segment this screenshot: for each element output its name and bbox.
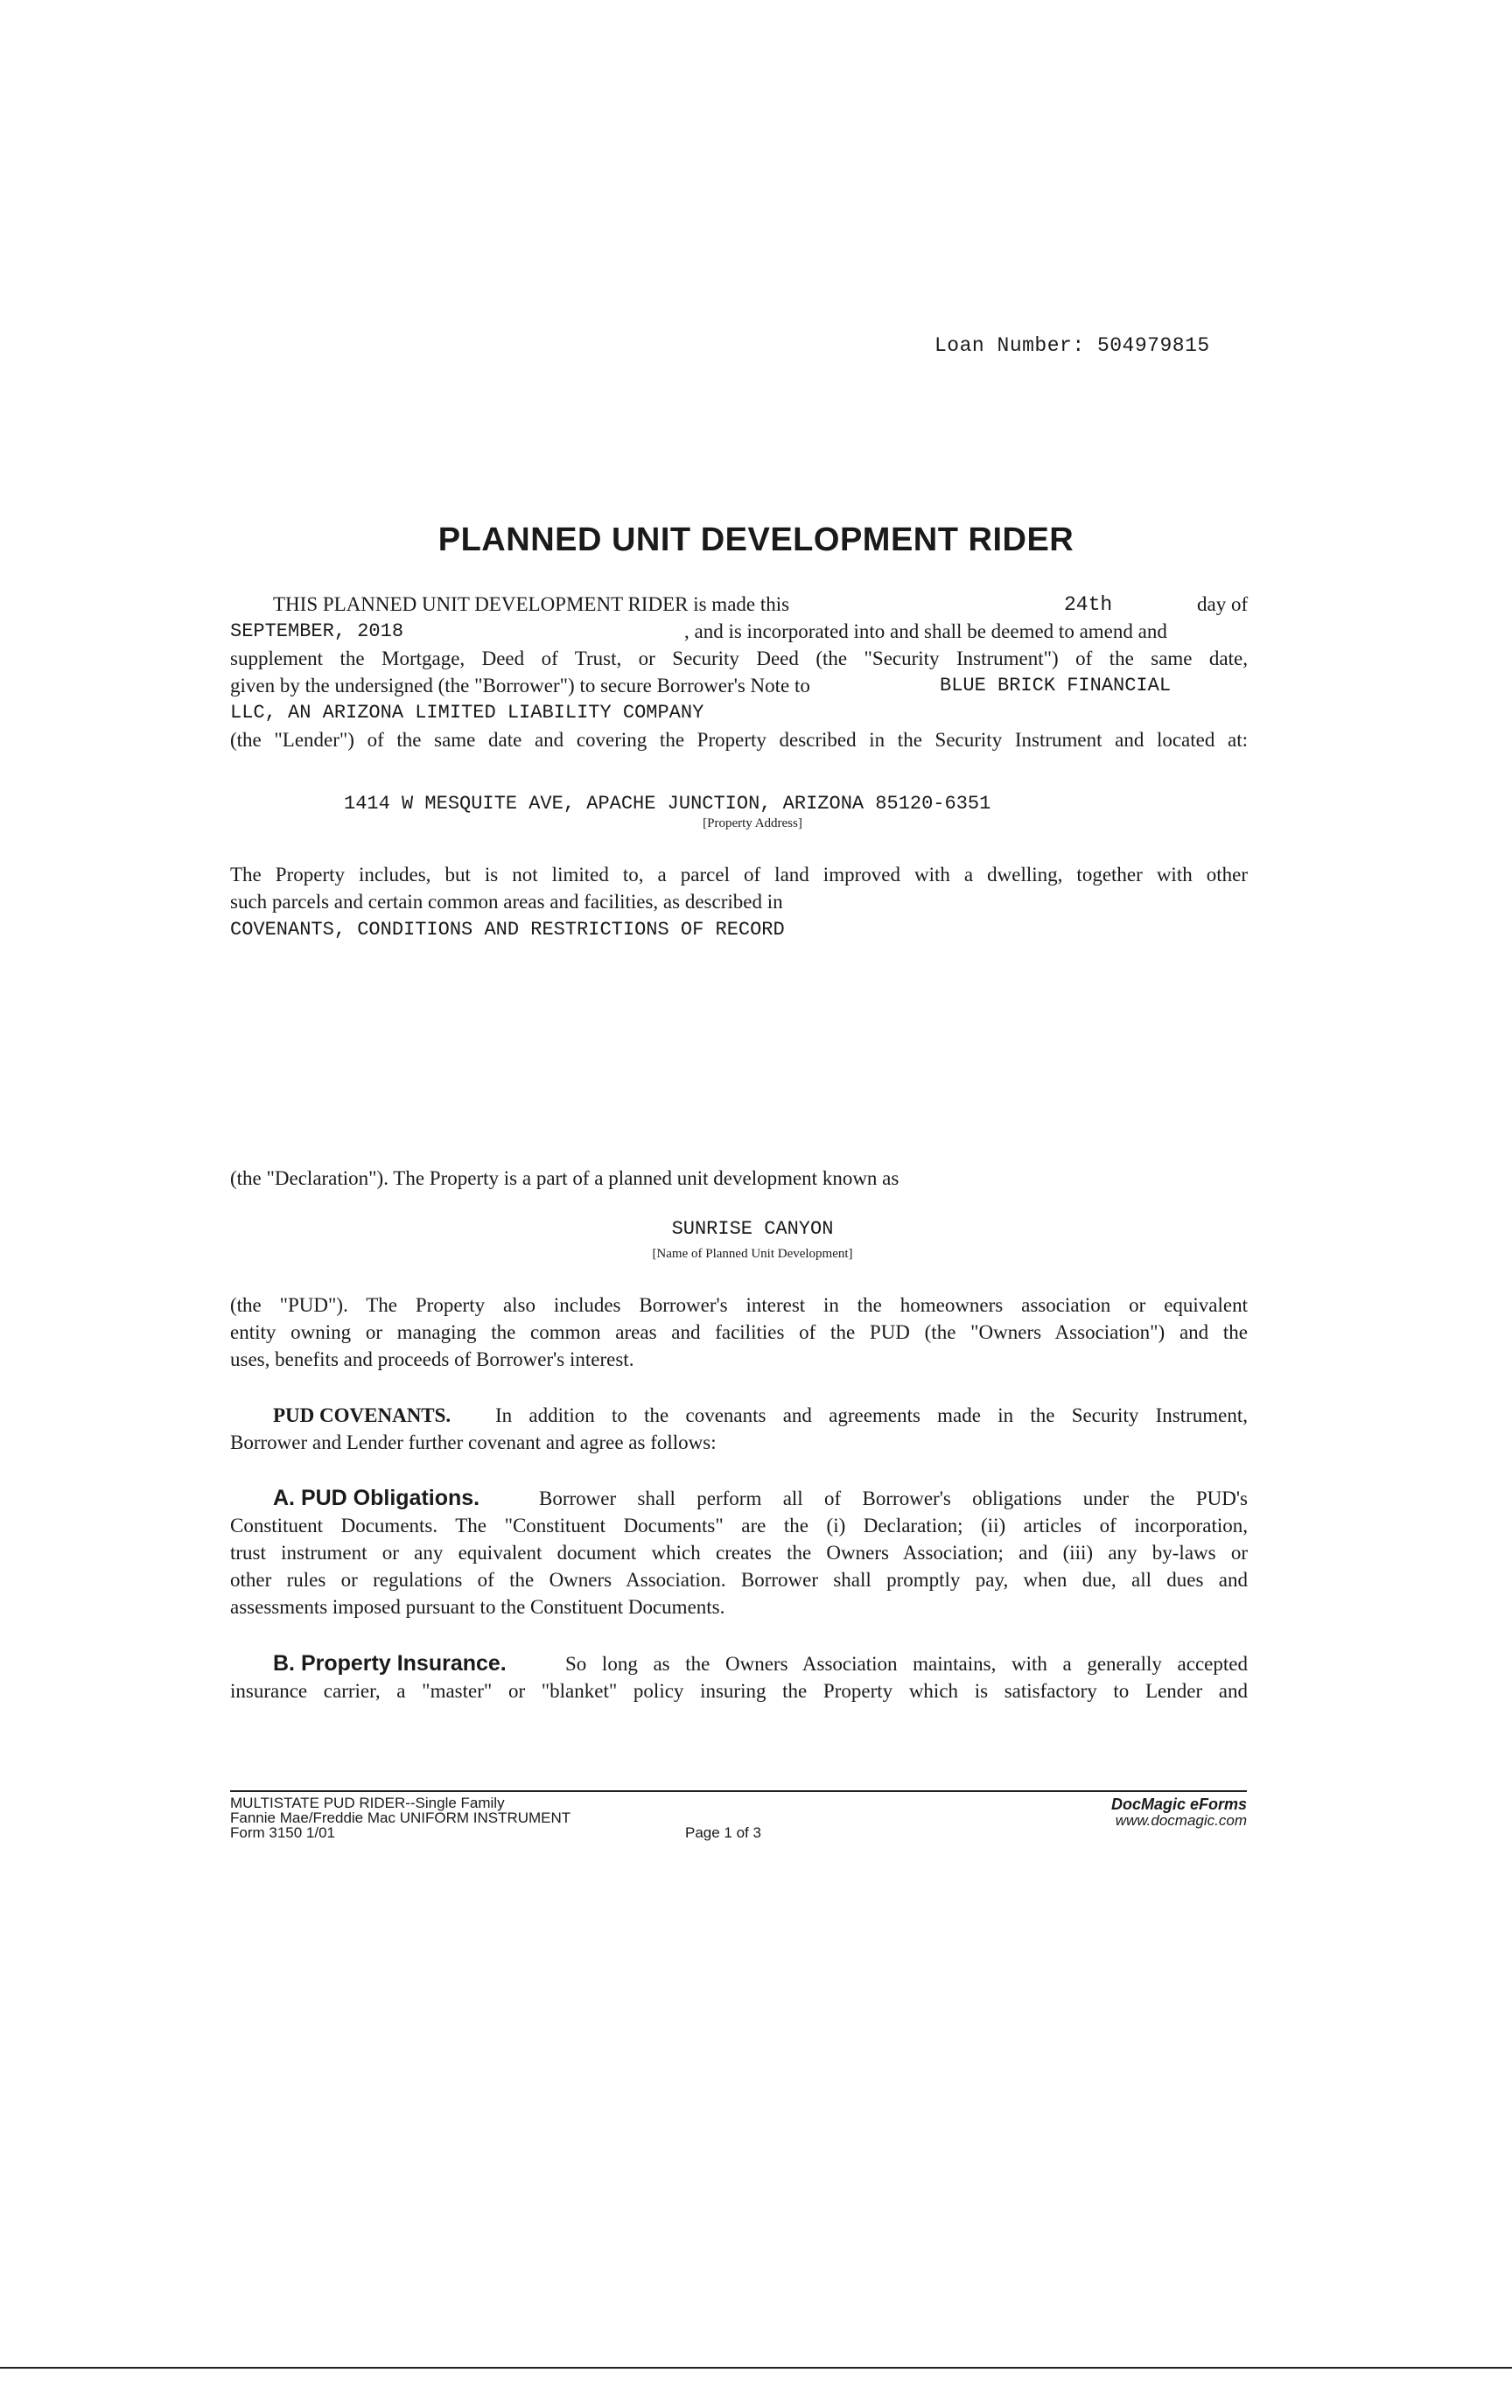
declaration-line: (the "Declaration"). The Property is a part of a planned unit development known as <box>230 1167 900 1189</box>
section-a-heading: A. PUD Obligations. <box>273 1486 480 1510</box>
intro-line-6: (the "Lender") of the same date and covering the Property described in the Security Instrument and located at: <box>230 729 1248 751</box>
docmagic-logo: DocMagic eForms <box>1110 1796 1247 1813</box>
section-a-line-1: Borrower shall perform all of Borrower's obligations under the PUD's <box>539 1488 1248 1509</box>
intro-day: 24th <box>1064 593 1113 616</box>
covenants-line-2: Borrower and Lender further covenant and agree as follows: <box>230 1432 717 1453</box>
lender-name-2: LLC, AN ARIZONA LIMITED LIABILITY COMPANY <box>230 702 704 724</box>
section-a-line-2: Constituent Documents. The "Constituent Documents" are the (i) Declaration; (ii) articles of incorporation, <box>230 1515 1248 1536</box>
footer-divider <box>230 1790 1247 1792</box>
page-bottom-edge <box>0 2367 1512 2369</box>
covenants-heading: PUD COVENANTS. <box>273 1404 452 1426</box>
form-instrument: Fannie Mae/Freddie Mac UNIFORM INSTRUMENT <box>230 1810 571 1826</box>
pud-name-caption: [Name of Planned Unit Development] <box>652 1247 853 1261</box>
covenants-line-1: In addition to the covenants and agreements made in the Security Instrument, <box>495 1404 1248 1426</box>
section-a-line-4: other rules or regulations of the Owners Association. Borrower shall promptly pay, when due, all dues and <box>230 1569 1248 1591</box>
section-a-line-3: trust instrument or any equivalent document which creates the Owners Association; and (iii) any by-laws or <box>230 1542 1248 1564</box>
lender-name-1: BLUE BRICK FINANCIAL <box>940 675 1172 696</box>
intro-line-1b: day of <box>1197 593 1249 615</box>
pud-name: SUNRISE CANYON <box>671 1218 834 1240</box>
form-title: MULTISTATE PUD RIDER--Single Family <box>230 1795 505 1811</box>
section-b-heading: B. Property Insurance. <box>273 1651 507 1676</box>
form-number: Form 3150 1/01 <box>230 1824 336 1841</box>
section-b-line-1: So long as the Owners Association maintains, with a generally accepted <box>565 1653 1248 1675</box>
intro-line-4a: given by the undersigned (the "Borrower") to secure Borrower's Note to <box>230 675 810 696</box>
intro-line-3: supplement the Mortgage, Deed of Trust, or Security Deed (the "Security Instrument") of the same date, <box>230 648 1248 669</box>
pud-line-3: uses, benefits and proceeds of Borrower's interest. <box>230 1348 634 1370</box>
intro-line-2b: , and is incorporated into and shall be deemed to amend and <box>684 620 1167 642</box>
form-info <box>230 1796 570 1840</box>
loan-number <box>934 334 1210 357</box>
includes-line-2: such parcels and certain common areas and facilities, as described in <box>230 891 783 913</box>
loan-number-label: Loan Number: <box>934 334 1085 357</box>
includes-line-3: COVENANTS, CONDITIONS AND RESTRICTIONS OF RECORD <box>230 919 785 941</box>
intro-line-1a: THIS PLANNED UNIT DEVELOPMENT RIDER is made this <box>273 593 790 615</box>
pud-line-1: (the "PUD"). The Property also includes Borrower's interest in the homeowners association or equivalent <box>230 1294 1248 1316</box>
section-a-line-5: assessments imposed pursuant to the Constituent Documents. <box>230 1596 725 1618</box>
document-title: PLANNED UNIT DEVELOPMENT RIDER <box>438 522 1074 558</box>
intro-date: SEPTEMBER, 2018 <box>230 620 404 642</box>
docmagic-url: www.docmagic.com <box>1115 1812 1247 1829</box>
pud-line-2: entity owning or managing the common areas and facilities of the PUD (the "Owners Association") and the <box>230 1321 1248 1343</box>
includes-line-1: The Property includes, but is not limited to, a parcel of land improved with a dwelling, together with other <box>230 864 1248 886</box>
page-number: Page 1 of 3 <box>685 1824 761 1841</box>
loan-number-value: 504979815 <box>1096 334 1210 357</box>
section-b-line-2: insurance carrier, a "master" or "blanket" policy insuring the Property which is satisfactory to Lender and <box>230 1680 1248 1702</box>
property-address-caption: [Property Address] <box>703 816 802 830</box>
property-address: 1414 W MESQUITE AVE, APACHE JUNCTION, ARIZONA 85120-6351 <box>344 793 991 815</box>
